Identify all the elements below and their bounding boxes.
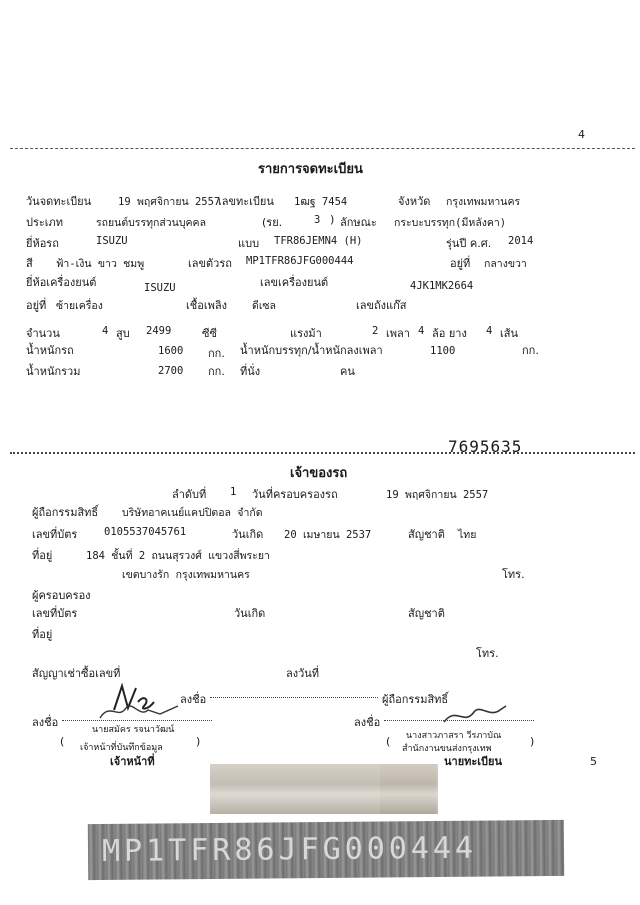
id-label: เลขที่บัตร bbox=[32, 528, 78, 541]
brand-label: ยี่ห้อรถ bbox=[26, 237, 59, 250]
chassis-rubbing-text: MP1TFR86JFG000444 bbox=[101, 830, 478, 869]
addr2-label: ที่อยู่ bbox=[32, 628, 53, 641]
serial-number: 7695635 bbox=[448, 437, 523, 456]
weight-unit: กก. bbox=[208, 347, 225, 360]
sign-right-paren-open: ( bbox=[386, 735, 391, 748]
addr-line1: 184 ชั้นที่ 2 ถนนสุรวงศ์ แขวงสี่พระยา bbox=[86, 550, 270, 562]
own-date-label: วันที่ครอบครองรถ bbox=[252, 488, 338, 501]
id-value: 0105537045761 bbox=[104, 526, 187, 538]
reg-date-label: วันจดทะเบียน bbox=[26, 195, 92, 208]
total-label: น้ำหนักรวม bbox=[26, 365, 81, 378]
plate-label: เลขทะเบียน bbox=[218, 195, 274, 208]
own-date-value: 19 พฤศจิกายน 2557 bbox=[386, 489, 489, 501]
style-label: ลักษณะ bbox=[340, 216, 377, 229]
sign-left-label: ลงชื่อ bbox=[32, 716, 59, 729]
chassis-rubbing bbox=[88, 820, 564, 880]
axle-value: 2 bbox=[372, 325, 379, 337]
registration-title: รายการจดทะเบียน bbox=[258, 162, 363, 177]
year-label: รุ่นปี ค.ศ. bbox=[446, 237, 492, 250]
total-unit: กก. bbox=[208, 365, 225, 378]
brand-value: ISUZU bbox=[96, 235, 128, 247]
plate-value: 1ฒฐ 7454 bbox=[294, 196, 348, 208]
chassis-loc-value: กลางขวา bbox=[484, 258, 527, 270]
seat-label: ที่นั่ง bbox=[240, 365, 261, 378]
engine-brand-value: ISUZU bbox=[144, 282, 176, 294]
nat-label: สัญชาติ bbox=[408, 528, 445, 541]
divider-top bbox=[10, 148, 635, 149]
chassis-value: MP1TFR86JFG000444 bbox=[246, 255, 354, 267]
reg-date-value: 19 พฤศจิกายน 2557 bbox=[118, 196, 221, 208]
divider-middle bbox=[10, 452, 635, 454]
count-label: จำนวน bbox=[26, 327, 60, 340]
nat2-label: สัญชาติ bbox=[408, 607, 445, 620]
tel-label: โทร. bbox=[502, 568, 525, 581]
engine-brand-label: ยี่ห้อเครื่องยนต์ bbox=[26, 276, 97, 289]
cyl-value: 4 bbox=[102, 325, 109, 337]
cc-label: ซีซี bbox=[202, 327, 217, 340]
seat-unit: คน bbox=[340, 365, 355, 378]
holder-sign-label: ลงชื่อ bbox=[180, 693, 207, 706]
nat-value: ไทย bbox=[458, 529, 477, 541]
possessor-label: ผู้ครอบครอง bbox=[32, 589, 91, 602]
gas-label: เลขถังแก๊ส bbox=[356, 299, 407, 312]
registrar-signature bbox=[440, 700, 510, 728]
contract-date-label: ลงวันที่ bbox=[286, 667, 320, 680]
dob2-label: วันเกิด bbox=[234, 607, 266, 620]
ry-value: 3 bbox=[314, 214, 321, 226]
engine-no-value: 4JK1MK2664 bbox=[410, 280, 474, 292]
ry-label: (รย. bbox=[262, 216, 283, 229]
total-value: 2700 bbox=[158, 365, 184, 377]
color-value: ฟ้า-เงิน ขาว ชมพู bbox=[56, 258, 145, 270]
contract-label: สัญญาเช่าซื้อเลขที่ bbox=[32, 667, 121, 680]
weight-value: 1600 bbox=[158, 345, 184, 357]
tire-value: 4 bbox=[486, 325, 493, 337]
officer-left-signature bbox=[96, 698, 186, 724]
load-unit: กก. bbox=[522, 344, 539, 357]
owner-title: เจ้าของรถ bbox=[290, 466, 348, 481]
sign-left-role: เจ้าหน้าที่ bbox=[110, 755, 155, 768]
sign-right-role: นายทะเบียน bbox=[444, 755, 503, 768]
fuel-value: ดีเซล bbox=[252, 300, 276, 312]
engine-loc-value: ซ้ายเครื่อง bbox=[56, 300, 103, 312]
chassis-loc-label: อยู่ที่ bbox=[450, 257, 471, 270]
tel2-label: โทร. bbox=[476, 647, 499, 660]
model-label: แบบ bbox=[238, 237, 260, 250]
id2-label: เลขที่บัตร bbox=[32, 607, 78, 620]
hp-label: แรงม้า bbox=[290, 327, 322, 340]
chassis-label: เลขตัวรถ bbox=[188, 257, 232, 270]
engine-no-label: เลขเครื่องยนต์ bbox=[260, 276, 329, 289]
order-value: 1 bbox=[230, 486, 237, 498]
order-label: ลำดับที่ bbox=[172, 488, 207, 501]
sign-right-label: ลงชื่อ bbox=[354, 716, 381, 729]
addr-line2: เขตบางรัก กรุงเทพมหานคร bbox=[122, 569, 250, 581]
sign-left-name: นายสมัคร รจนาวัฒน์ bbox=[92, 725, 175, 735]
wheel-label: ล้อ ยาง bbox=[432, 327, 467, 340]
axle-label: เพลา bbox=[386, 327, 410, 340]
color-label: สี bbox=[26, 257, 33, 270]
wheel-value: 4 bbox=[418, 325, 425, 337]
page-number-bottom: 5 bbox=[590, 755, 597, 768]
tire-label: เส้น bbox=[500, 327, 518, 340]
holder-value: บริษัทอาคเนย์แคปปิตอล จำกัด bbox=[122, 507, 263, 519]
model-value: TFR86JEMN4 (H) bbox=[274, 235, 363, 247]
year-value: 2014 bbox=[508, 235, 534, 247]
sign-right-paren-close: ) bbox=[530, 735, 535, 748]
ry-close: ) bbox=[330, 213, 335, 226]
cyl-label: สูบ bbox=[116, 327, 130, 340]
province-label: จังหวัด bbox=[398, 195, 431, 208]
load-value: 1100 bbox=[430, 345, 456, 357]
fuel-label: เชื้อเพลิง bbox=[186, 299, 227, 312]
weight-label: น้ำหนักรถ bbox=[26, 344, 74, 357]
pasted-stamp-edge bbox=[380, 764, 436, 814]
holder-sign-role: ผู้ถือกรรมสิทธิ์ bbox=[382, 693, 449, 706]
dob-value: 20 เมษายน 2537 bbox=[284, 529, 372, 541]
page-number-top: 4 bbox=[578, 128, 585, 141]
sign-left-paren-open: ( bbox=[60, 735, 65, 748]
province-value: กรุงเทพมหานคร bbox=[446, 196, 521, 208]
addr-label: ที่อยู่ bbox=[32, 549, 53, 562]
sign-right-position: สำนักงานขนส่งกรุงเทพ bbox=[402, 744, 492, 754]
holder-sign-line bbox=[210, 697, 378, 698]
sign-left-paren-close: ) bbox=[196, 735, 201, 748]
dob-label: วันเกิด bbox=[232, 528, 264, 541]
holder-label: ผู้ถือกรรมสิทธิ์ bbox=[32, 506, 99, 519]
cc-value: 2499 bbox=[146, 325, 172, 337]
sign-right-name: นางสาวภาสรา วีรภาบัณ bbox=[406, 731, 502, 741]
type-label: ประเภท bbox=[26, 216, 64, 229]
load-label: น้ำหนักบรรทุก/น้ำหนักลงเพลา bbox=[240, 344, 383, 357]
engine-loc-label: อยู่ที่ bbox=[26, 299, 47, 312]
sign-left-position: เจ้าหน้าที่บันทึกข้อมูล bbox=[80, 743, 163, 753]
type-value: รถยนต์บรรทุกส่วนบุคคล bbox=[96, 217, 206, 229]
style-value: กระบะบรรทุก(มีหลังคา) bbox=[394, 217, 507, 229]
